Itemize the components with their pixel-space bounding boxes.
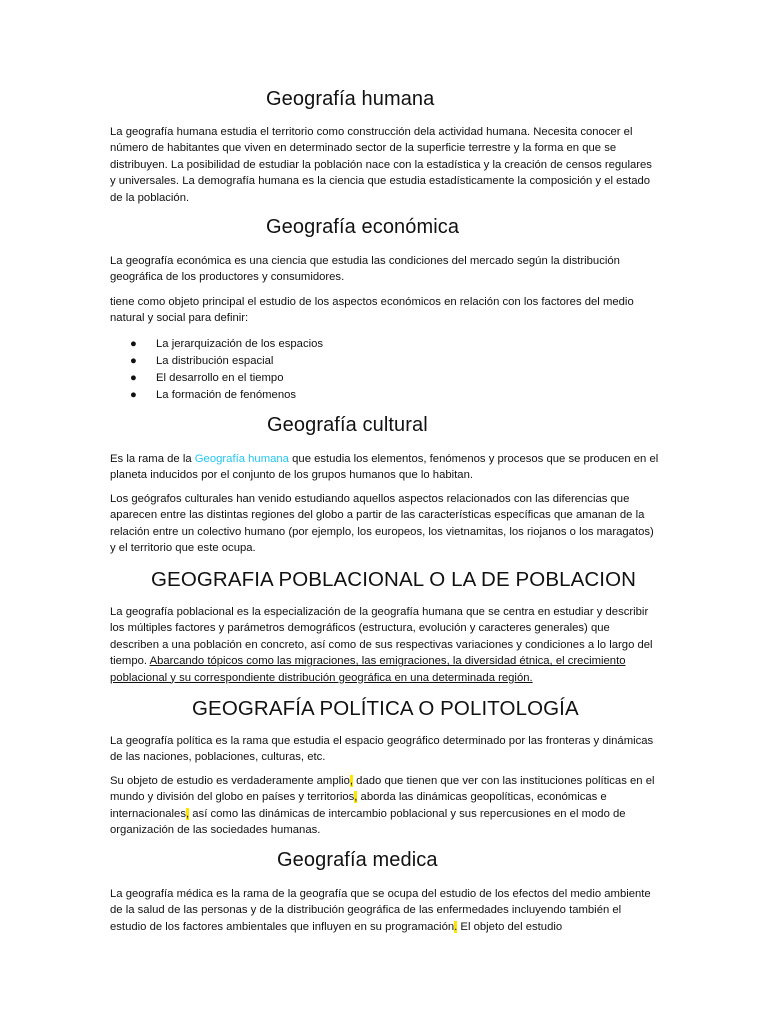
paragraph-cultural-1: [110, 451, 660, 484]
link-geografia-humana[interactable]: Geografía humana: [194, 453, 289, 465]
heading-geografia-humana: Geografía humana: [266, 88, 435, 110]
list-item-text: La distribución espacial: [156, 354, 274, 367]
heading-geografia-politica: GEOGRAFÍA POLÍTICA O POLITOLOGÍA: [192, 697, 579, 720]
paragraph-politica-2: [110, 773, 660, 839]
paragraph-economica-1: La geografía económica es una ciencia que estudia las condiciones del mercado según la distribución geográfica de los productores y consumidores.: [110, 255, 620, 284]
highlighted-period: .: [454, 920, 458, 933]
list-item: [130, 370, 323, 387]
highlighted-comma: ,: [349, 775, 354, 787]
paragraph-humana: La geografía humana estudia el territorio como construcción dela actividad humana. Necesita conocer el número de habitantes que viven en determinado sector de la superficie terrestre y la forma en que se distribuyen. La posibilidad de estudiar la población nace con la estadística y la creación de censos regulares y universales. La demografía humana es la ciencia que estudia estadísticamente la composición y el estado de la población.: [110, 126, 652, 204]
cultural-text-post: que estudia los elementos, fenómenos y procesos que se producen en el planeta inducidos por el conjunto de los grupos humanos que lo habitan.: [110, 453, 659, 482]
medica-text-b: El objeto del estudio: [457, 920, 563, 933]
economica-bullet-list: [130, 336, 323, 404]
politica-text-b: dado que tienen que ver con las instituciones políticas en el mundo y división del globo en países y territorios: [110, 775, 655, 804]
highlighted-comma: ,: [186, 807, 190, 820]
medica-text-a: La geografía médica es la rama de la geografía que se ocupa del estudio de los efectos del medio ambiente de la salud de las personas y de la distribución geográfica de las enfermedades incluyendo también el estudio de los factores ambientales que influyen en su programación: [110, 888, 651, 933]
list-item: [130, 336, 323, 353]
list-item: [130, 387, 323, 404]
list-item-text: La jerarquización de los espacios: [156, 338, 324, 350]
paragraph-economica-2: tiene como objeto principal el estudio de los aspectos económicos en relación con los factores del medio natural y social para definir:: [110, 296, 634, 325]
list-item-text: El desarrollo en el tiempo: [156, 371, 284, 384]
politica-text-a: Su objeto de estudio es verdaderamente amplio: [110, 775, 350, 787]
paragraph-cultural-2: Los geógrafos culturales han venido estudiando aquellos aspectos relacionados con las diferencias que aparecen entre las distintas regiones del globo a partir de las características específicas que amanan de la relación entre un colectivo humano (por ejemplo, los europeos, los vietnamitas, los riojanos o los maragatos) y el territorio que este ocupa.: [110, 493, 654, 555]
poblacional-underlined-text: Abarcando tópicos como las migraciones, las emigraciones, la diversidad étnica, el crecimiento poblacional y su correspondiente distribución geográfica en una determinada región.: [110, 655, 626, 684]
list-item-text: La formación de fenómenos: [156, 388, 297, 401]
heading-geografia-economica: Geografía económica: [266, 216, 460, 238]
list-item: [130, 353, 323, 370]
politica-text-c: aborda las dinámicas geopolíticas, económicas e internacionales: [110, 791, 607, 820]
poblacional-text: La geografía poblacional es la especialización de la geografía humana que se centra en estudiar y describir los múltiples factores y parámetros demográficos (estructura, evolución y caracteres generales) que describen a una población en concreto, así como de sus respectivas variaciones y condiciones a lo largo del tiempo.: [110, 606, 653, 668]
highlighted-comma: ,: [354, 791, 358, 804]
bullet-icon: ●: [130, 371, 137, 384]
bullet-icon: ●: [130, 388, 137, 401]
bullet-icon: ●: [130, 354, 137, 367]
paragraph-politica-1: La geografía política es la rama que estudia el espacio geográfico determinado por las fronteras y dinámicas de las naciones, poblaciones, culturas, etc.: [110, 735, 654, 764]
paragraph-medica: [110, 886, 660, 935]
heading-geografia-poblacional: GEOGRAFIA POBLACIONAL O LA DE POBLACION: [151, 568, 637, 591]
politica-text-d: así como las dinámicas de intercambio poblacional y sus repercusiones en el modo de organización de las sociedades humanas.: [110, 807, 626, 837]
paragraph-poblacional: [110, 604, 660, 686]
cultural-text-pre: Es la rama de la: [110, 453, 195, 465]
heading-geografia-medica: Geografía medica: [277, 849, 438, 871]
bullet-icon: ●: [130, 338, 137, 350]
heading-geografia-cultural: Geografía cultural: [267, 414, 428, 436]
